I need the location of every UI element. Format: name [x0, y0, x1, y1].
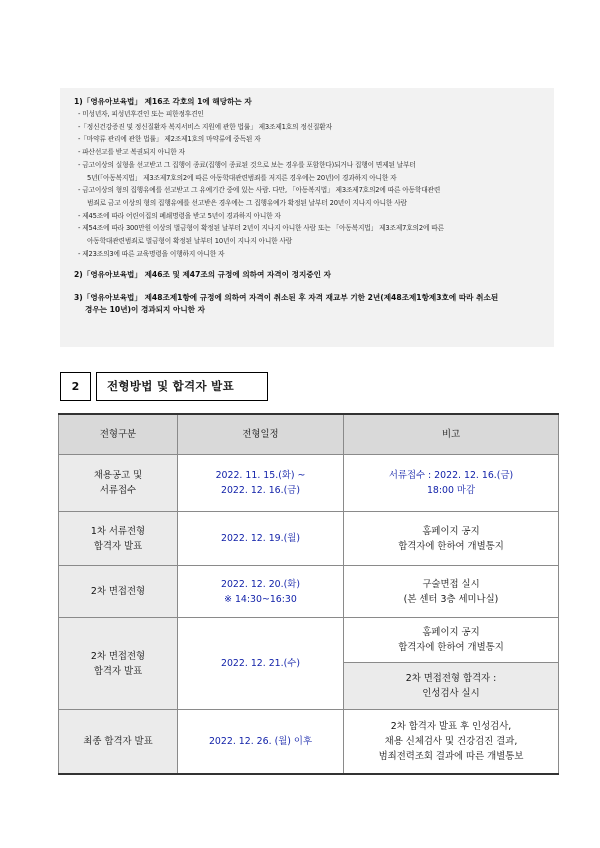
- disqualification-item: -「정신건강증진 및 정신질환자 복지서비스 지원에 관한 법률」 제3조제1호의 정신질환자: [78, 122, 332, 131]
- note-text: 2차 합격자 발표 후 인성검사,: [390, 720, 512, 732]
- disqualification-item: - 미성년자, 피성년후견인 또는 피한정후견인: [78, 110, 204, 118]
- stage-text: 서류접수: [99, 485, 137, 496]
- date-cell: [178, 512, 344, 566]
- table-row: [59, 618, 559, 663]
- stage-text: 합격자 발표: [93, 665, 143, 677]
- note-cell: [344, 618, 559, 663]
- stage-text: 2차 면접전형: [90, 586, 146, 597]
- disqualification-item: 범죄로 금고 이상의 형의 집행유예를 선고받은 경우에는 그 집행유예가 확정된 날부터 20년이 지나지 아니한 사람: [87, 198, 407, 207]
- note-text: 서류접수 : 2022. 12. 16.(금): [388, 470, 514, 481]
- note-text: 범죄전력조회 결과에 따른 개별통보: [378, 750, 524, 762]
- note-cell: [344, 455, 559, 512]
- note-text: 홈페이지 공지: [422, 627, 480, 638]
- stage-text: 최종 합격자 발표: [83, 735, 153, 747]
- note-text: 2차 면접전형 합격자 :: [405, 673, 497, 684]
- date-text: 2022. 12. 21.(수): [221, 658, 300, 669]
- stage-text: 채용공고 및: [93, 470, 143, 481]
- table-row: [59, 455, 559, 512]
- disqualification-heading-3-line: 경우는 10년)이 경과되지 아니한 자: [85, 305, 205, 315]
- column-header-schedule: 전형일정: [178, 414, 344, 455]
- disqualification-item: - 제54조에 따라 300만원 이상의 벌금형이 확정된 날부터 2년이 지나지 아니한 사람 또는 「아동복지법」 제3조제7호의2에 따른: [78, 224, 444, 233]
- note-text: 채용 신체검사 및 건강검진 결과,: [384, 735, 518, 747]
- disqualification-heading-3-line: 3)「영유아보육법」 제48조제1항에 규정에 의하여 자격이 취소된 후 자격 재교부 기한 2년(제48조제1항제3호에 따라 취소된: [74, 293, 499, 303]
- date-cell: [178, 710, 344, 774]
- disqualification-item: - 제23조의3에 따른 교육명령을 이행하지 아니한 자: [78, 249, 225, 258]
- note-cell: [344, 512, 559, 566]
- note-cell: [344, 566, 559, 618]
- column-header-note: 비고: [344, 414, 559, 455]
- section-title: 전형방법 및 합격자 발표: [96, 372, 268, 401]
- date-text: 2022. 12. 19.(월): [221, 533, 300, 544]
- table-row: [59, 710, 559, 774]
- note-text: 인성검사 실시: [422, 688, 480, 699]
- note-text: 구술면접 실시: [422, 578, 480, 590]
- stage-cell: [59, 618, 178, 710]
- stage-cell: [59, 455, 178, 512]
- disqualification-item: 아동학대관련범죄로 벌금형이 확정된 날부터 10년이 지나지 아니한 사람: [87, 237, 293, 246]
- note-text: 홈페이지 공지: [422, 525, 480, 537]
- date-text: 2022. 12. 16.(금): [221, 485, 300, 496]
- column-header-stage: 전형구분: [59, 414, 178, 455]
- disqualification-item: 5년(「아동복지법」 제3조제7호의2에 따른 아동학대관련범죄를 저지른 경우에는 20년)이 경과하지 아니한 자: [87, 173, 397, 182]
- disqualification-item: - 파산선고를 받고 복권되지 아니한 자: [78, 148, 185, 157]
- note-cell: [344, 710, 559, 774]
- date-cell: [178, 566, 344, 618]
- date-text: 2022. 12. 20.(화): [221, 578, 300, 590]
- disqualification-heading-3: [74, 292, 542, 316]
- disqualification-heading-2: 2)「영유아보육법」 제46조 및 제47조의 규정에 의하여 자격이 정지중인 자: [74, 270, 331, 280]
- stage-text: 2차 면접전형: [90, 650, 146, 662]
- date-cell: [178, 455, 344, 512]
- disqualification-item: - 금고이상의 실형을 선고받고 그 집행이 종료(집행이 종료된 것으로 보는 경우를 포함한다)되거나 집행이 면제된 날부터: [78, 160, 416, 169]
- disqualification-heading-1: 1)「영유아보육법」 제16조 각호의 1에 해당하는 자: [74, 97, 252, 106]
- disqualification-item: -「마약류 관리에 관한 법률」 제2조제1호의 마약류에 중독된 자: [78, 135, 261, 144]
- date-text: 2022. 12. 26. (월) 이후: [208, 735, 313, 747]
- note-text: 합격자에 한하여 개별통지: [398, 540, 504, 552]
- note-text: 18:00 마감: [426, 485, 476, 496]
- stage-text: 합격자 발표: [93, 540, 143, 552]
- disqualification-list: [78, 108, 542, 260]
- stage-cell: [59, 566, 178, 618]
- stage-cell: [59, 710, 178, 774]
- table-row: [59, 566, 559, 618]
- date-text: ※ 14:30~16:30: [224, 593, 297, 605]
- date-cell: [178, 618, 344, 710]
- date-text: 2022. 11. 15.(화) ~: [215, 470, 306, 481]
- note-text: (본 센터 3층 세미나실): [403, 593, 499, 605]
- table-header-row: [59, 414, 559, 455]
- note-cell: [344, 663, 559, 710]
- note-text: 합격자에 한하여 개별통지: [398, 642, 504, 653]
- disqualification-item: - 금고이상의 형의 집행유예를 선고받고 그 유예기간 중에 있는 사람. 다만, 「아동복지법」 제3조제7호의2에 따른 아동학대관련: [78, 186, 441, 195]
- disqualification-box: [60, 88, 554, 347]
- disqualification-item: - 제45조에 따라 어린이집의 폐쇄명령을 받고 5년이 경과하지 아니한 자: [78, 211, 281, 220]
- stage-text: 1차 서류전형: [90, 525, 146, 537]
- stage-cell: [59, 512, 178, 566]
- table-row: [59, 512, 559, 566]
- schedule-table: [58, 413, 559, 775]
- section-number: 2: [60, 372, 91, 401]
